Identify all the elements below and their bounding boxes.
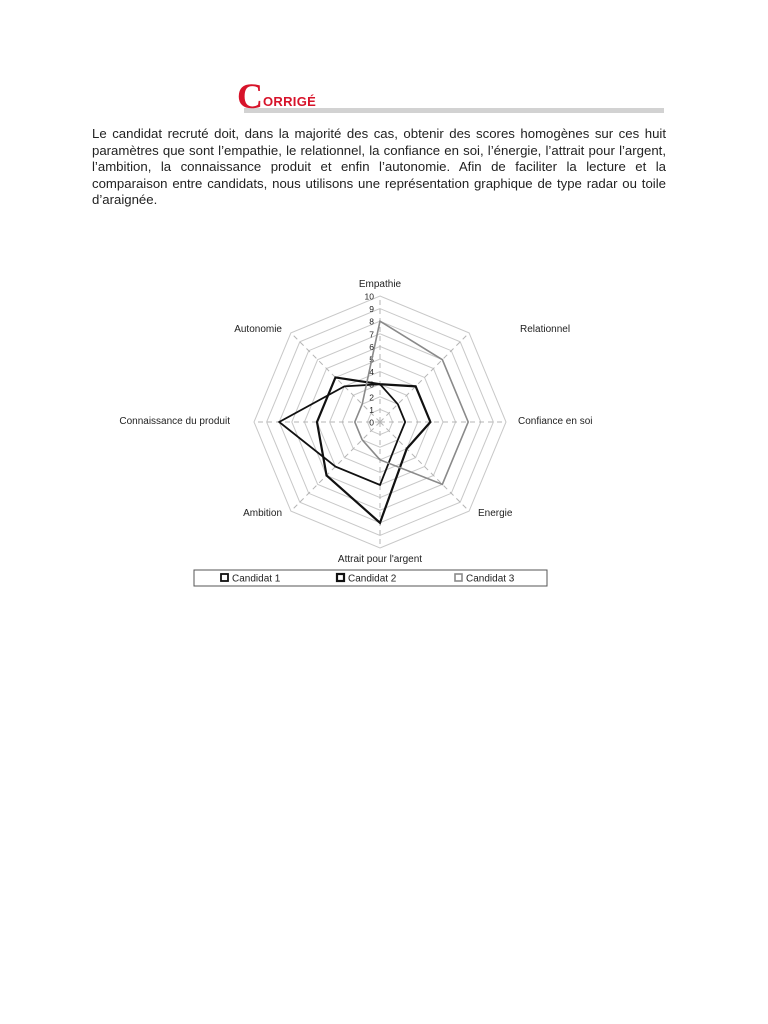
category-label: Empathie: [358, 279, 402, 290]
legend-label: Candidat 2: [348, 573, 397, 585]
category-label: Confiance en soi: [518, 416, 593, 427]
tick-label: 5: [369, 354, 374, 365]
tick-label: 3: [369, 379, 374, 390]
tick-label: 4: [369, 367, 374, 378]
category-label: Connaissance du produit: [119, 416, 230, 427]
radar-chart: [115, 272, 595, 597]
legend-label: Candidat 3: [466, 573, 515, 585]
tick-label: 0: [369, 417, 374, 428]
category-label: Autonomie: [234, 324, 282, 335]
tick-label: 9: [369, 304, 374, 315]
radar-svg: [115, 272, 595, 597]
tick-label: 8: [369, 316, 374, 327]
category-label: Ambition: [243, 508, 282, 519]
header-initial: C: [237, 76, 263, 116]
tick-label: 2: [369, 392, 374, 403]
category-label: Relationnel: [520, 324, 571, 335]
tick-label: 10: [364, 291, 374, 302]
category-label: Energie: [478, 508, 513, 519]
category-label: Attrait pour l'argent: [337, 554, 423, 565]
legend-label: Candidat 1: [232, 573, 281, 585]
tick-label: 6: [369, 341, 374, 352]
header-title: ORRIGÉ: [263, 94, 317, 109]
body-paragraph: Le candidat recruté doit, dans la majorité des cas, obtenir des scores homogènes sur ces huit paramètres que sont l’empathie, le relationnel, la confiance en soi, l’énergie, l’attrait pour l’argent, l’ambition, la connaissance produit et enfin l’autonomie. Afin de faciliter la lecture et la comparaison entre candidats, nous utilisons une représentation graphique de type radar ou toile d’araignée.: [92, 126, 666, 207]
tick-label: 7: [369, 329, 374, 340]
tick-label: 1: [369, 404, 374, 415]
corrige-header: [94, 76, 664, 116]
